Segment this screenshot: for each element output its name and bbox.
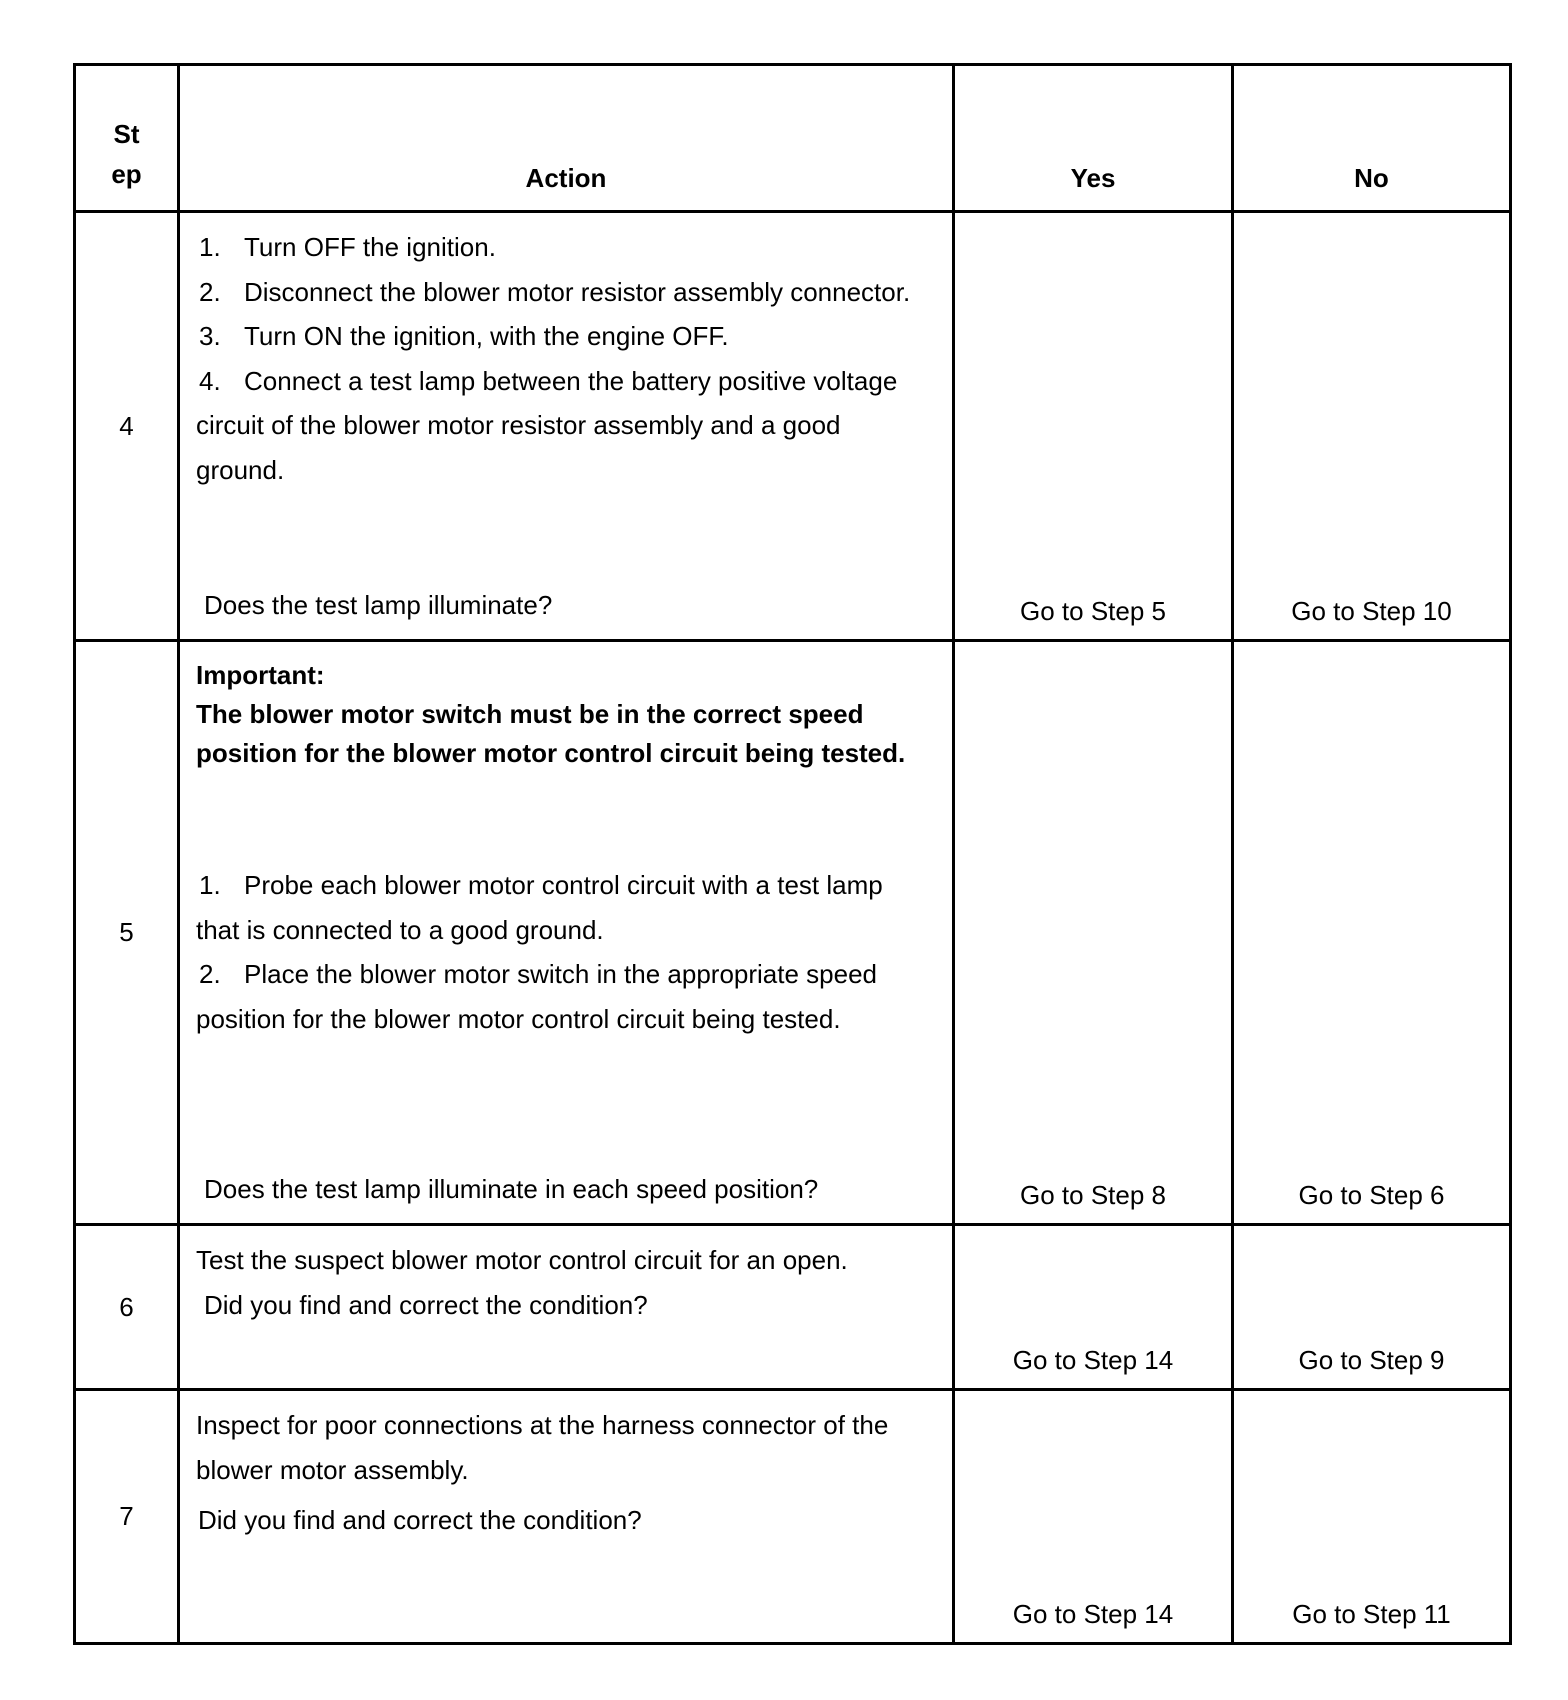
step-column-header: St ep bbox=[75, 65, 179, 212]
yes-result: Go to Step 8 bbox=[954, 641, 1233, 1225]
step-row-6 bbox=[75, 1225, 1511, 1390]
no-result: Go to Step 9 bbox=[1233, 1225, 1511, 1390]
step-number: 7 bbox=[75, 1390, 179, 1644]
yes-result: Go to Step 5 bbox=[954, 212, 1233, 641]
action-cell bbox=[179, 1225, 954, 1390]
header-row bbox=[75, 65, 1511, 212]
action-cell bbox=[179, 641, 954, 1225]
step-row-7 bbox=[75, 1390, 1511, 1644]
no-column-header: No bbox=[1233, 65, 1511, 212]
step-number: 5 bbox=[75, 641, 179, 1225]
action-item: 1. Probe each blower motor control circuit with a test lamp that is connected to a good ground. bbox=[196, 870, 883, 945]
action-item: 3. Turn ON the ignition, with the engine OFF. bbox=[199, 321, 729, 351]
action-item: 1. Turn OFF the ignition. bbox=[199, 232, 496, 262]
yes-result: Go to Step 14 bbox=[954, 1390, 1233, 1644]
action-text: Inspect for poor connections at the harness connector of the blower motor assembly. bbox=[196, 1410, 889, 1485]
no-result: Go to Step 6 bbox=[1233, 641, 1511, 1225]
action-item: 2. Place the blower motor switch in the appropriate speed position for the blower motor control circuit being tested. bbox=[196, 959, 878, 1034]
no-result: Go to Step 11 bbox=[1233, 1390, 1511, 1644]
action-column-header: Action bbox=[179, 65, 954, 212]
action-text: Test the suspect blower motor control circuit for an open. bbox=[196, 1245, 848, 1275]
action-question: Does the test lamp illuminate? bbox=[204, 589, 553, 620]
action-cell bbox=[179, 1390, 954, 1644]
action-question: Does the test lamp illuminate in each speed position? bbox=[204, 1173, 819, 1204]
action-question: Did you find and correct the condition? bbox=[204, 1289, 648, 1320]
step-row-4 bbox=[75, 212, 1511, 641]
important-note: Important: The blower motor switch must be in the correct speed position for the blower motor control circuit being tested. bbox=[196, 660, 906, 768]
step-number: 6 bbox=[75, 1225, 179, 1390]
action-cell bbox=[179, 212, 954, 641]
action-question: Did you find and correct the condition? bbox=[198, 1505, 642, 1535]
step-number: 4 bbox=[75, 212, 179, 641]
action-item: 4. Connect a test lamp between the battery positive voltage circuit of the blower motor resistor assembly and a good ground. bbox=[196, 365, 898, 485]
diagnostic-procedure-table bbox=[73, 63, 1512, 1645]
yes-column-header: Yes bbox=[954, 65, 1233, 212]
step-row-5 bbox=[75, 641, 1511, 1225]
yes-result: Go to Step 14 bbox=[954, 1225, 1233, 1390]
no-result: Go to Step 10 bbox=[1233, 212, 1511, 641]
action-item: 2. Disconnect the blower motor resistor assembly connector. bbox=[199, 276, 911, 307]
